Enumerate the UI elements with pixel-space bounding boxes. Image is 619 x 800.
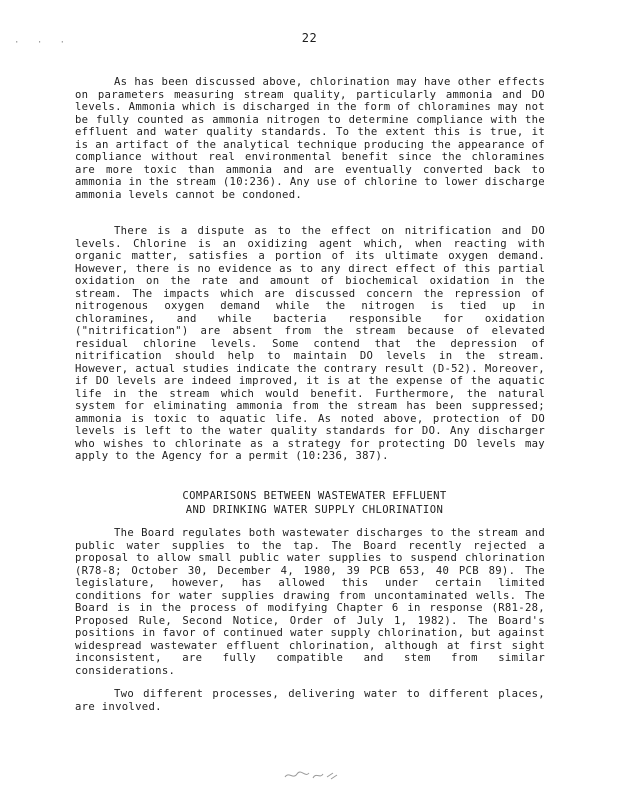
section-heading-line-2: AND DRINKING WATER SUPPLY CHLORINATION <box>185 504 444 516</box>
paragraph-two-processes: Two different processes, delivering water to different places, are involved. <box>75 688 545 713</box>
paragraph-nitrification-dispute: There is a dispute as to the effect on nitrification and DO levels. Chlorine is an oxidizing agent which, when reacting with organic matter, satisfies a portion of its ultimate oxygen demand. However, there is no evidence as to any direct effect of this partial oxidation on the rate and amount of biochemical oxidation in the stream. The impacts which are discussed concern the repression of nitrogenous oxygen demand while the nitrogen is tied up in chloramines, and while bacteria responsible for oxidation ("nitrification") are absent from the stream because of elevated residual chlorine levels. Some contend that the depression of nitrification should help to maintain DO levels in the stream. However, actual studies indicate the contrary result (D-52). Moreover, if DO levels are indeed improved, it is at the expense of the aquatic life in the stream which would benefit. Furthermore, the natural system for eliminating ammonia from the stream has been suppressed; ammonia is toxic to aquatic life. As noted above, protection of DO levels is left to the water quality standards for DO. Any discharger who wishes to chlorinate as a strategy for protecting DO levels may apply to the Agency for a permit (10:236, 387). <box>75 225 545 462</box>
section-heading-line-1: COMPARISONS BETWEEN WASTEWATER EFFLUENT <box>182 490 447 502</box>
scan-artifact: · · · <box>14 38 72 48</box>
section-heading <box>0 489 619 517</box>
paragraph-chlorination-effects: As has been discussed above, chlorination may have other effects on parameters measuring stream quality, particularly ammonia and DO levels. Ammonia which is discharged in the form of chloramines may not be fully counted as ammonia nitrogen to determine compliance with the effluent and water quality standards. To the extent this is true, it is an artifact of the analytical technique producing the appearance of compliance without real environmental benefit since the chloramines are more toxic than ammonia and are eventually converted back to ammonia in the stream (10:236). Any use of chlorine to lower discharge ammonia levels cannot be condoned. <box>75 76 545 201</box>
page-number: 22 <box>301 31 318 45</box>
paragraph-board-regulation: The Board regulates both wastewater discharges to the stream and public water supplies to the tap. The Board recently rejected a proposal to allow small public water supplies to suspend chlorination (R78-8; October 30, December 4, 1980, 39 PCB 653, 40 PCB 89). The legislature, however, has allowed this under certain limited conditions for water supplies drawing from uncontaminated wells. The Board is in the process of modifying Chapter 6 in response (R81-28, Proposed Rule, Second Notice, Order of July 1, 1982). The Board's positions in favor of continued water supply chlorination, but against widespread wastewater effluent chlorination, although at first sight inconsistent, are fully compatible and stem from similar considerations. <box>75 527 545 677</box>
handwritten-mark-icon <box>283 768 339 782</box>
